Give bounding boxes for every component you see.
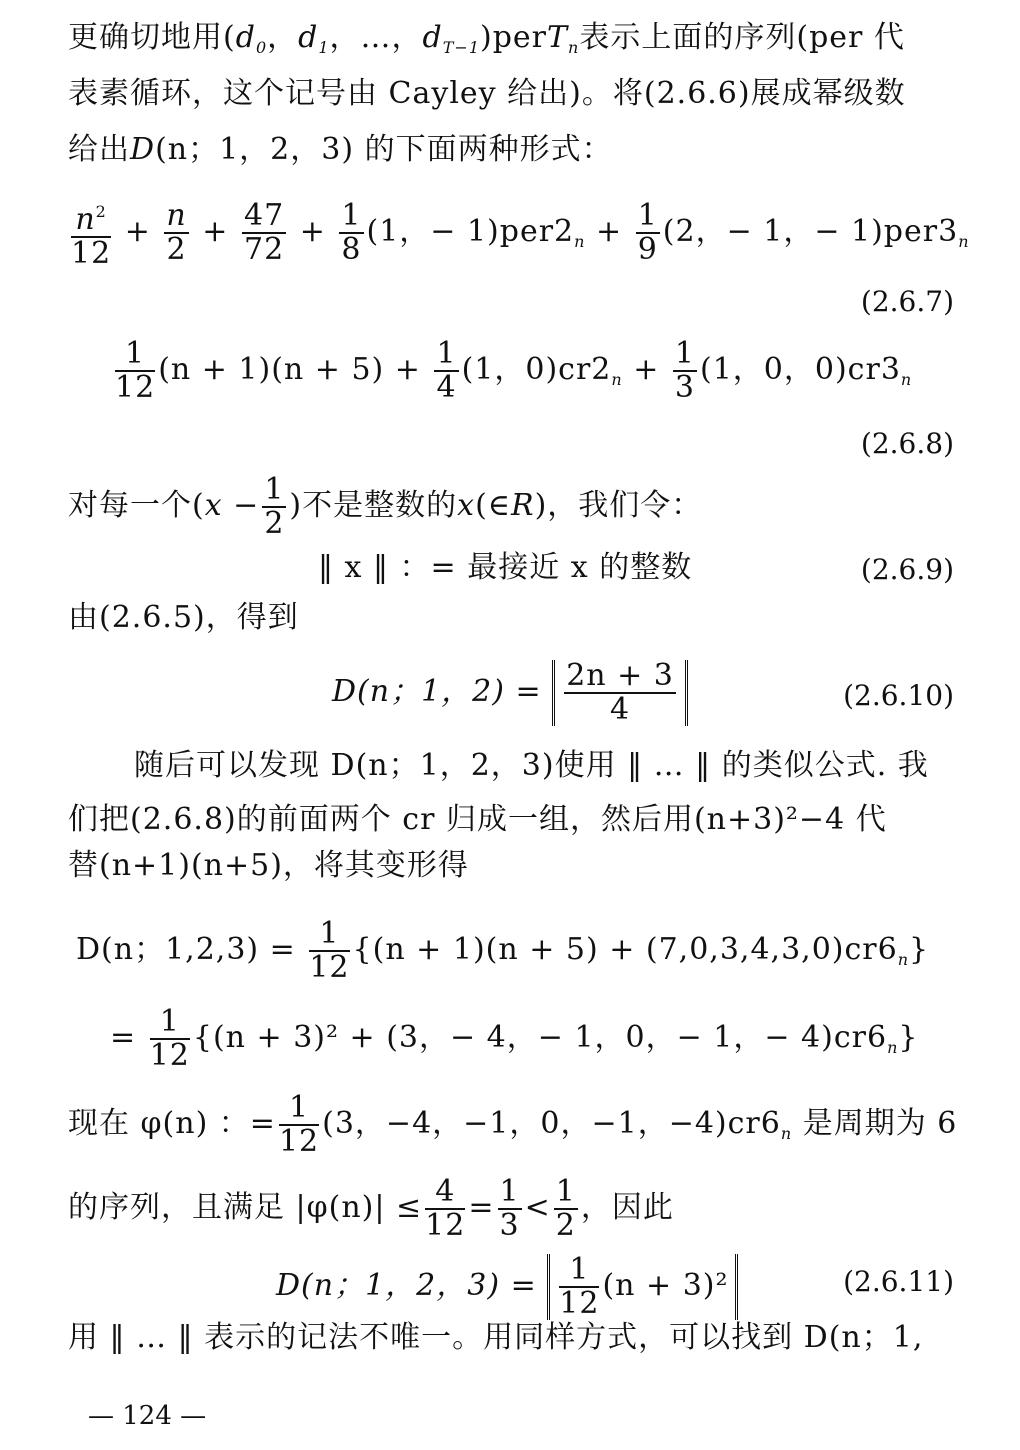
text-line-4 [68, 474, 702, 540]
text-line-1 [68, 18, 905, 68]
plus-sign: + [299, 214, 326, 249]
numerator: 1 [499, 1174, 520, 1209]
subscript: T−1 [442, 38, 481, 57]
text-fragment: 对每一个( [68, 488, 205, 523]
denominator: 9 [637, 232, 658, 267]
numerator: 1 [637, 198, 658, 233]
var-T: T [547, 20, 569, 55]
subscript: n [887, 1038, 899, 1057]
equals-sign: = [110, 1020, 137, 1055]
equals-sign: = [468, 1190, 495, 1225]
text-fragment: (∈ [475, 488, 511, 523]
comma: ， [267, 20, 299, 55]
text-fragment: 的序列，且满足 |φ(n)| ≤ [68, 1190, 423, 1225]
fraction [564, 660, 676, 726]
denominator: 12 [71, 236, 112, 271]
fraction [262, 474, 286, 540]
var-R: R [510, 488, 535, 523]
var-D: D [130, 132, 156, 167]
numerator: 1 [674, 336, 696, 371]
denominator: 12 [559, 1286, 600, 1321]
term: (2，− 1，− 1)per3 [662, 214, 959, 249]
text-fragment: )per [480, 20, 548, 55]
text-line-7: 们把(2.6.8)的前面两个 cr 归成一组，然后用(n+3)²−4 代 [68, 802, 887, 837]
denominator: 12 [425, 1208, 466, 1243]
subscript: n [568, 38, 580, 57]
subscript: n [611, 370, 623, 389]
numerator: 4 [425, 1176, 465, 1210]
term: (n + 1)(n + 5) + [158, 352, 421, 387]
lhs: D(n；1,2,3) = [76, 932, 296, 967]
text-fragment: )不是整数的 [289, 488, 458, 523]
rhs: {(n + 1)(n + 5) + (7,0,3,4,3,0)cr6 [352, 932, 898, 967]
text-fragment: )，我们令： [534, 488, 703, 523]
subscript: n [900, 370, 913, 389]
lhs: D(n；1，2) = [332, 674, 542, 709]
denominator: 12 [309, 950, 350, 985]
rhs: (n + 3)² [602, 1268, 729, 1303]
fraction [554, 1176, 578, 1242]
var-x: x [204, 488, 223, 523]
minus-sign: − [222, 488, 260, 523]
definition-text: 最接近 x 的整数 [467, 550, 693, 585]
fraction [673, 338, 697, 404]
fraction [559, 1254, 599, 1320]
text-line-5: 由(2.6.5)，得到 [68, 600, 299, 635]
numerator: 1 [559, 1254, 599, 1288]
equation-number-2-6-7: (2.6.7) [860, 285, 954, 318]
denominator: 4 [610, 692, 631, 727]
text-fragment: 更确切地用( [68, 20, 236, 55]
var-n: n [75, 202, 96, 237]
var-d: d [422, 20, 443, 55]
plus-sign: + [596, 214, 623, 249]
subscript: n [574, 232, 586, 251]
subscript: n [780, 1124, 793, 1143]
fraction [425, 1176, 465, 1242]
numerator: 1 [279, 1092, 319, 1126]
fraction [498, 1176, 522, 1242]
rhs: {(n + 3)² + (3，− 4，− 1，0，− 1，− 4)cr6 [192, 1020, 888, 1055]
equation-2-6-10 [332, 660, 688, 726]
fraction [150, 1006, 190, 1072]
numerator: 1 [264, 472, 285, 507]
subscript: n [958, 232, 970, 251]
var-d: d [298, 20, 319, 55]
fraction [115, 338, 155, 404]
term: (1，− 1)per2 [366, 214, 575, 249]
denominator: 12 [149, 1038, 190, 1073]
numerator: 1 [115, 338, 155, 372]
equation-number-2-6-9: (2.6.9) [860, 553, 954, 586]
subscript: 0 [255, 38, 268, 57]
norm-x: ‖ x ‖ [318, 550, 389, 585]
equation-number-2-6-10: (2.6.10) [843, 679, 954, 712]
denominator: 8 [341, 232, 362, 267]
page-number: — 124 — [88, 1401, 207, 1431]
text-fragment: 表示上面的序列(per 代 [579, 20, 905, 55]
equation-2-6-8 [112, 338, 912, 404]
denominator: 3 [674, 370, 696, 405]
text-line-10 [68, 1176, 674, 1242]
definition-sign: ：= [399, 550, 457, 585]
fraction [242, 200, 286, 266]
plus-sign: + [202, 214, 229, 249]
plus-sign: + [124, 214, 151, 249]
equation-d-123-line-2 [110, 1006, 918, 1072]
fraction [164, 200, 188, 266]
fraction [636, 200, 660, 266]
norm-bars [547, 1254, 737, 1320]
equation-2-6-9 [318, 548, 692, 588]
numerator: 1 [309, 918, 349, 952]
equation-number-2-6-8: (2.6.8) [860, 427, 954, 460]
superscript: 2 [95, 202, 107, 221]
equation-2-6-11 [276, 1254, 738, 1320]
numerator: 1 [555, 1174, 576, 1209]
denominator: 2 [264, 506, 285, 541]
ellipsis: ，…， [329, 20, 423, 55]
denominator: 72 [243, 232, 285, 267]
equation-d-123-line-1 [76, 918, 929, 984]
text-fragment: ，因此 [580, 1190, 674, 1225]
numerator: 1 [150, 1006, 190, 1040]
subscript: 1 [318, 38, 330, 57]
text-line-6: 随后可以发现 D(n；1，2，3)使用 ‖ … ‖ 的类似公式. 我 [134, 748, 929, 783]
subscript: n [897, 950, 910, 969]
text-line-3 [68, 130, 613, 170]
denominator: 12 [278, 1124, 320, 1159]
denominator: 2 [555, 1208, 576, 1243]
fraction [309, 918, 349, 984]
text-fragment: 给出 [68, 132, 130, 167]
var-d: d [235, 20, 256, 55]
text-line-2: 表素循环，这个记号由 Cayley 给出)。将(2.6.6)展成幂级数 [68, 76, 906, 111]
denominator: 12 [115, 370, 156, 405]
numerator [71, 196, 111, 238]
brace: } [898, 1020, 919, 1055]
numerator: 2n + 3 [566, 658, 674, 693]
brace: } [909, 932, 930, 967]
text-line-9 [68, 1092, 957, 1158]
plus-sign: + [633, 352, 660, 387]
term: (1，0)cr2 [461, 352, 612, 387]
lhs: D(n；1，2，3) = [276, 1268, 537, 1303]
less-than-sign: < [524, 1190, 551, 1225]
numerator: 1 [436, 336, 457, 371]
term: (1，0，0)cr3 [700, 352, 901, 387]
equation-2-6-7 [68, 196, 970, 270]
fraction [434, 338, 458, 404]
numerator: 1 [341, 198, 362, 233]
text-line-11: 用 ‖ … ‖ 表示的记法不唯一。用同样方式，可以找到 D(n；1, [68, 1320, 924, 1355]
norm-bars [552, 660, 688, 726]
text-fragment: (n；1，2，3) 的下面两种形式： [155, 132, 613, 167]
numerator: 47 [243, 198, 285, 233]
denominator: 3 [499, 1208, 520, 1243]
denominator: 2 [166, 232, 187, 267]
fraction [71, 196, 111, 270]
text-fragment: 现在 φ(n) ：= [68, 1106, 276, 1141]
term: (3，−4，−1，0，−1，−4)cr6 [322, 1106, 781, 1141]
equation-number-2-6-11: (2.6.11) [843, 1265, 954, 1298]
text-line-8: 替(n+1)(n+5)，将其变形得 [68, 848, 469, 883]
numerator: n [166, 198, 187, 233]
fraction [279, 1092, 319, 1158]
var-x: x [457, 488, 476, 523]
denominator: 4 [436, 370, 457, 405]
fraction [339, 200, 363, 266]
text-fragment: 是周期为 6 [792, 1106, 958, 1141]
